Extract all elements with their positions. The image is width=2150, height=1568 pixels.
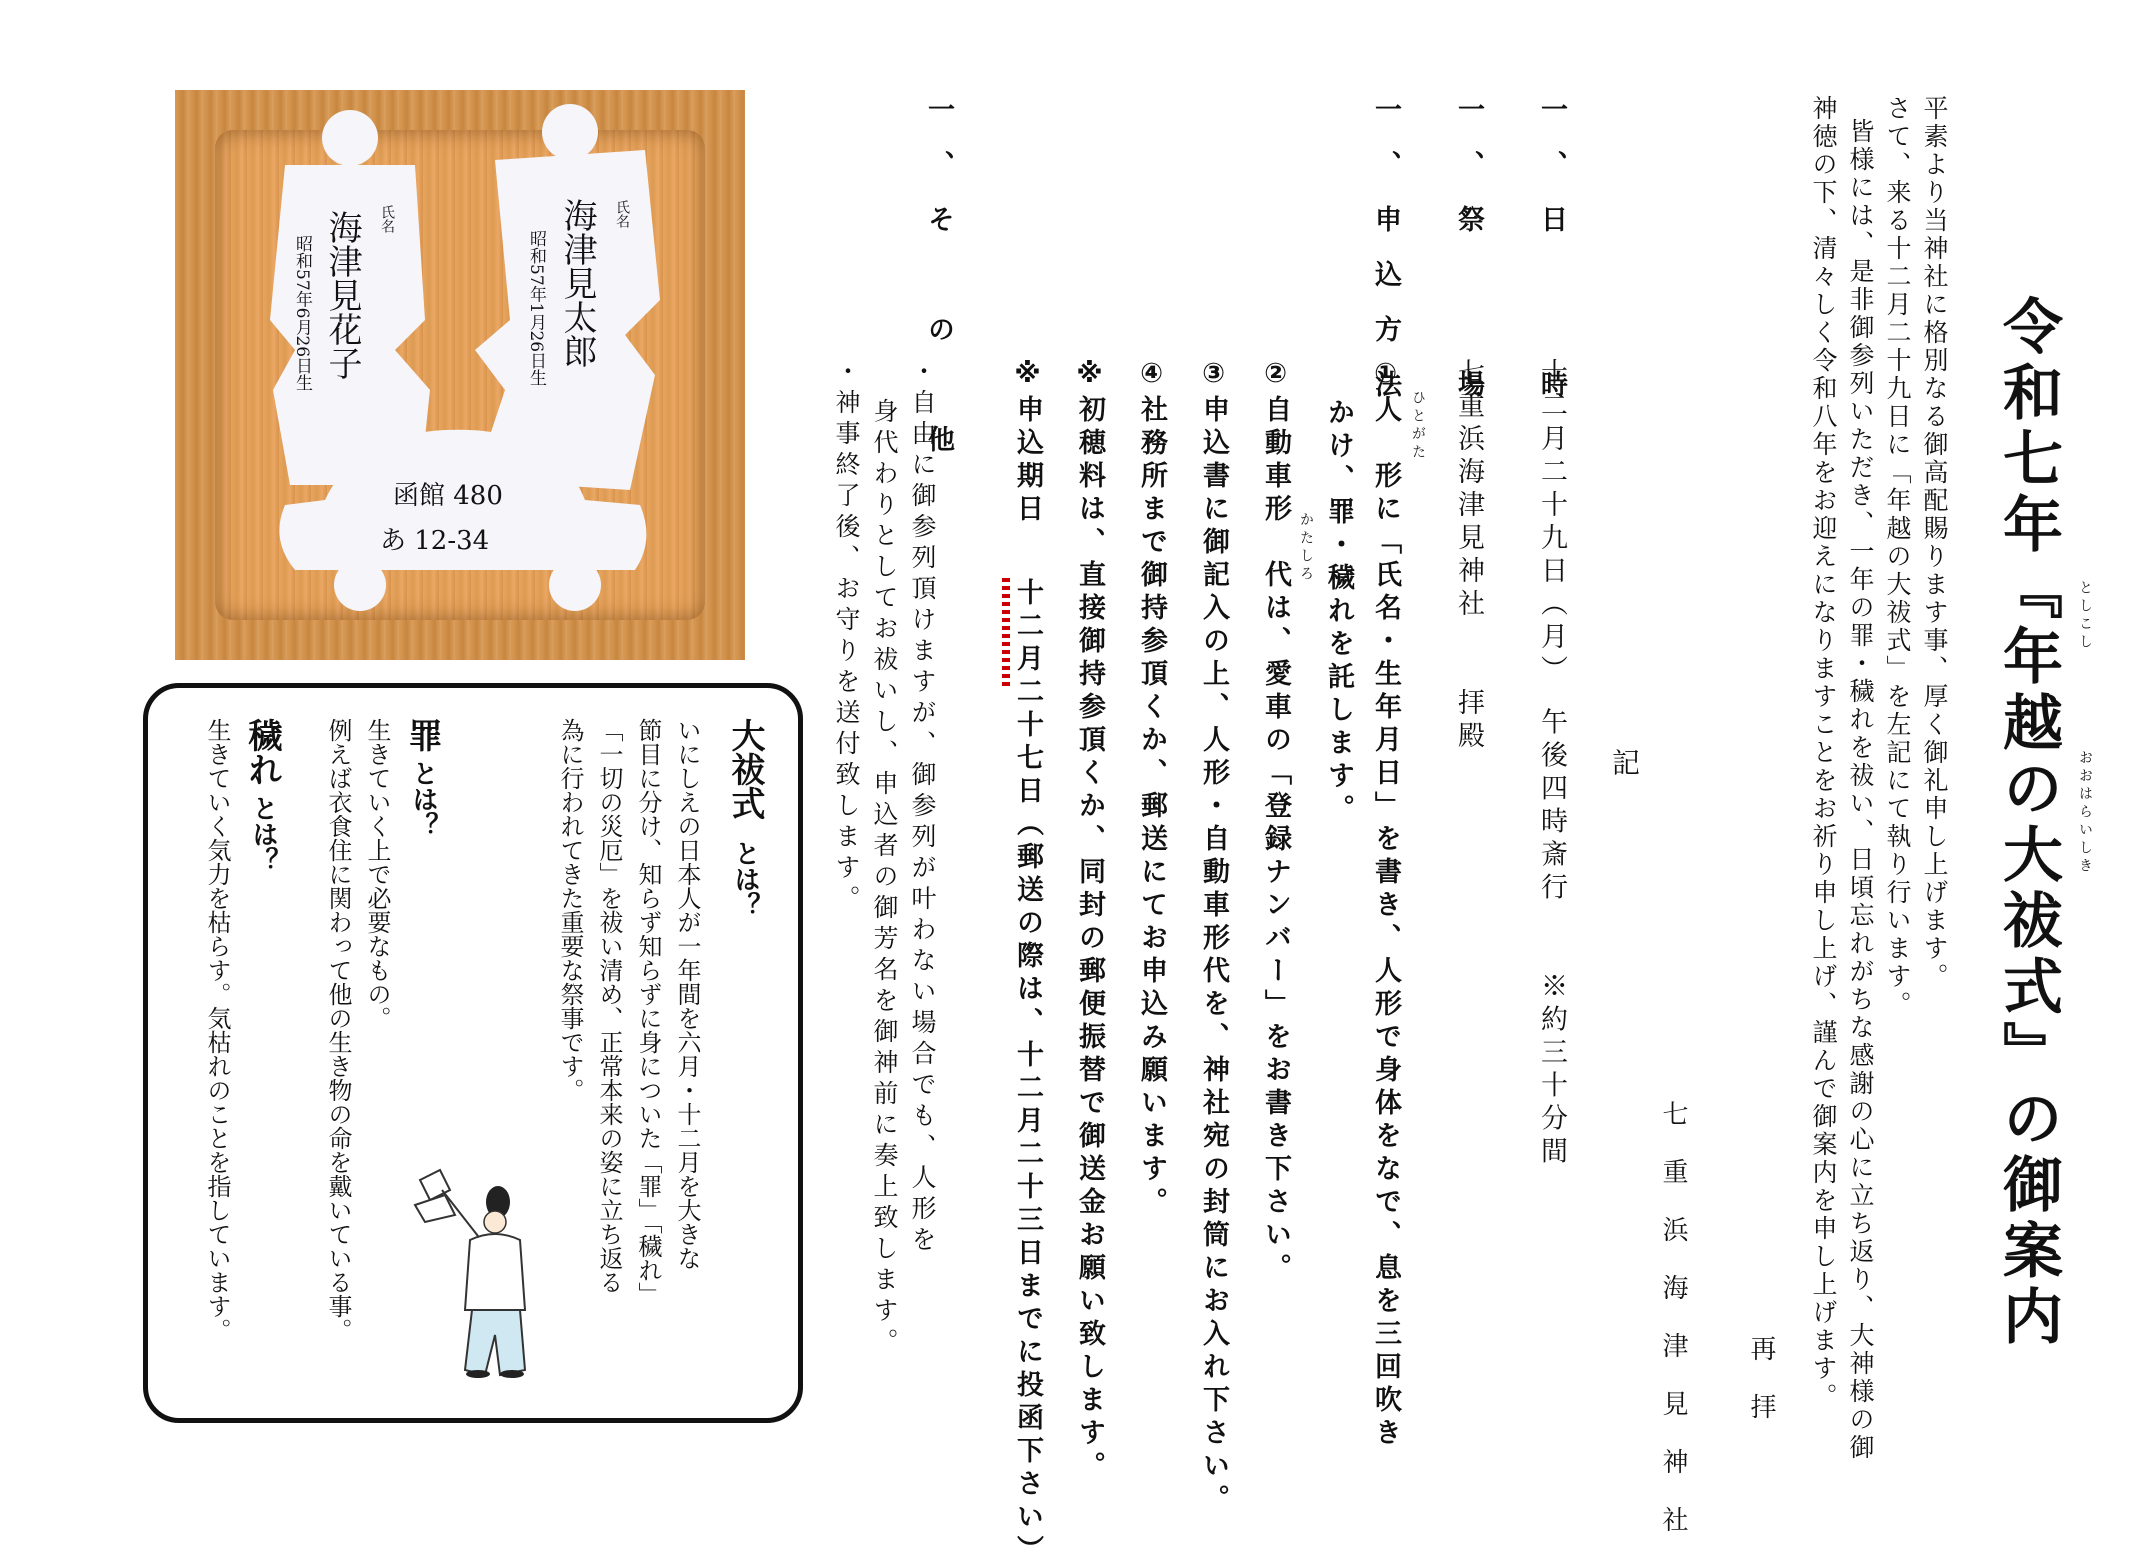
- title-ruby-oharaishiki: おおはらいしき: [2077, 750, 2093, 876]
- method-step-1: ①人 形に「氏名・生年月日」を書き、人形で身体をなで、息を三回吹き: [1370, 358, 1401, 1451]
- doll-female-label: 氏名: [379, 205, 395, 233]
- closing-saihai: 再 拝: [1746, 1335, 1776, 1422]
- place-label: 一、祭 場: [1453, 95, 1484, 425]
- doll-male-name: 海津見太郎: [557, 198, 597, 368]
- intro-line-4: 神徳の下、清々しく令和八年をお迎えになりますことをお祈り申し上げ、謹んで御案内を申し上げます。: [1809, 95, 1838, 1411]
- method-step-3: ③申込書に御記入の上、人形・自動車形代を、神社宛の封筒にお入れ下さい。: [1198, 358, 1229, 1517]
- other-label: 一、そ の 他: [923, 95, 954, 480]
- intro-line-1: 平素より当神社に格別なる御高配賜ります事、厚く御礼申し上げます。: [1920, 95, 1949, 991]
- hitogata-photo: [175, 90, 745, 660]
- deadline-emphasis-mark: [1002, 578, 1010, 688]
- box-text-1c: 「一切の災厄」を祓い清め、正常本来の姿に立ち返る: [595, 718, 623, 1294]
- doll-female-name: 海津見花子: [322, 210, 362, 380]
- ruby-hitogata: ひとがた: [1410, 390, 1426, 462]
- doll-male-birth: 昭和57年1月26日生: [526, 230, 546, 387]
- date-value: 十二月二十九日（月） 午後四時斎行 ※約三十分間: [1536, 358, 1567, 1170]
- method-step-2: ②自動車形 代は、愛車の「登録ナンバー」をお書き下さい。: [1260, 358, 1291, 1286]
- priest-illustration: [400, 1160, 540, 1380]
- box-heading-tsumi-suffix: とは？: [408, 760, 438, 838]
- box-text-2a: 生きていく上で必要なもの。: [363, 718, 391, 1030]
- box-heading-kegare: 穢れ: [242, 718, 282, 786]
- method-label: 一、申込方法: [1370, 95, 1401, 425]
- title-ruby-toshikoshi: としこし: [2077, 580, 2093, 652]
- intro-line-3: 皆様には、是非御参列いただき、一年の罪・穢れを祓い、日頃忘れがちな感謝の心に立ち返り、大神様の御: [1846, 118, 1875, 1462]
- fee-note: ※初穂料は、直接御持参頂くか、同封の郵便振替で御送金お願い致します。: [1074, 358, 1105, 1484]
- method-step-4: ④社務所まで御持参頂くか、郵送にてお申込み願います。: [1136, 358, 1167, 1220]
- box-text-1b: 節目に分け、知らず知らずに身についた「罪」「穢れ」: [634, 718, 662, 1306]
- box-heading-tsumi: 罪: [402, 718, 442, 752]
- box-text-2b: 例えば衣食住に関わって他の生き物の命を戴いている事。: [324, 718, 352, 1342]
- box-heading-oharaishiki-suffix: とは？: [730, 840, 760, 918]
- car-plate-line-2: あ 12-34: [380, 526, 490, 556]
- other-note-1: ・自由に御参列頂けますが、御参列が叶わない場合でも、人形を: [908, 358, 937, 1257]
- deadline-label: ※申込期日: [1012, 358, 1043, 527]
- other-note-1-cont: 身代わりとしてお祓いし、申込者の御芳名を御神前に奏上致します。: [870, 398, 899, 1359]
- intro-line-2: さて、来る十二月二十九日に「年越の大祓式」を左記にて執り行います。: [1883, 95, 1912, 1019]
- doll-female-birth: 昭和57年6月26日生: [292, 235, 312, 392]
- other-note-2: ・神事終了後、お守りを送付致します。: [832, 358, 861, 916]
- box-heading-kegare-suffix: とは？: [248, 795, 278, 873]
- ruby-katashiro: かたしろ: [1298, 512, 1314, 584]
- box-text-1a: いにしえの日本人が一年間を六月・十二月を大きな: [673, 718, 701, 1270]
- place-value: 七重浜海津見神社 拝殿: [1453, 358, 1484, 754]
- paper-shapes: [175, 90, 745, 660]
- box-text-3a: 生きていく気力を枯らす。気枯れのことを指しています。: [203, 718, 231, 1342]
- box-heading-oharaishiki: 大祓式: [725, 718, 765, 820]
- ki-heading: 記: [1608, 748, 1641, 782]
- date-label: 一、日 時: [1536, 95, 1567, 425]
- method-step-1-cont: かけ、罪・穢れを託します。: [1323, 398, 1354, 827]
- deadline-value: 十二月二十七日（郵送の際は、十二月二十三日までに投函下さい）: [1012, 578, 1043, 1568]
- shrine-signature: 七 重 浜 海 津 見 神 社: [1658, 1100, 1688, 1535]
- doll-male-label: 氏名: [614, 200, 630, 228]
- car-plate-line-1: 函館 480: [393, 481, 503, 511]
- page-title: 令和七年『年越の大祓式』の御案内: [1993, 295, 2063, 1351]
- box-text-1d: 為に行われてきた重要な祭事です。: [556, 718, 584, 1102]
